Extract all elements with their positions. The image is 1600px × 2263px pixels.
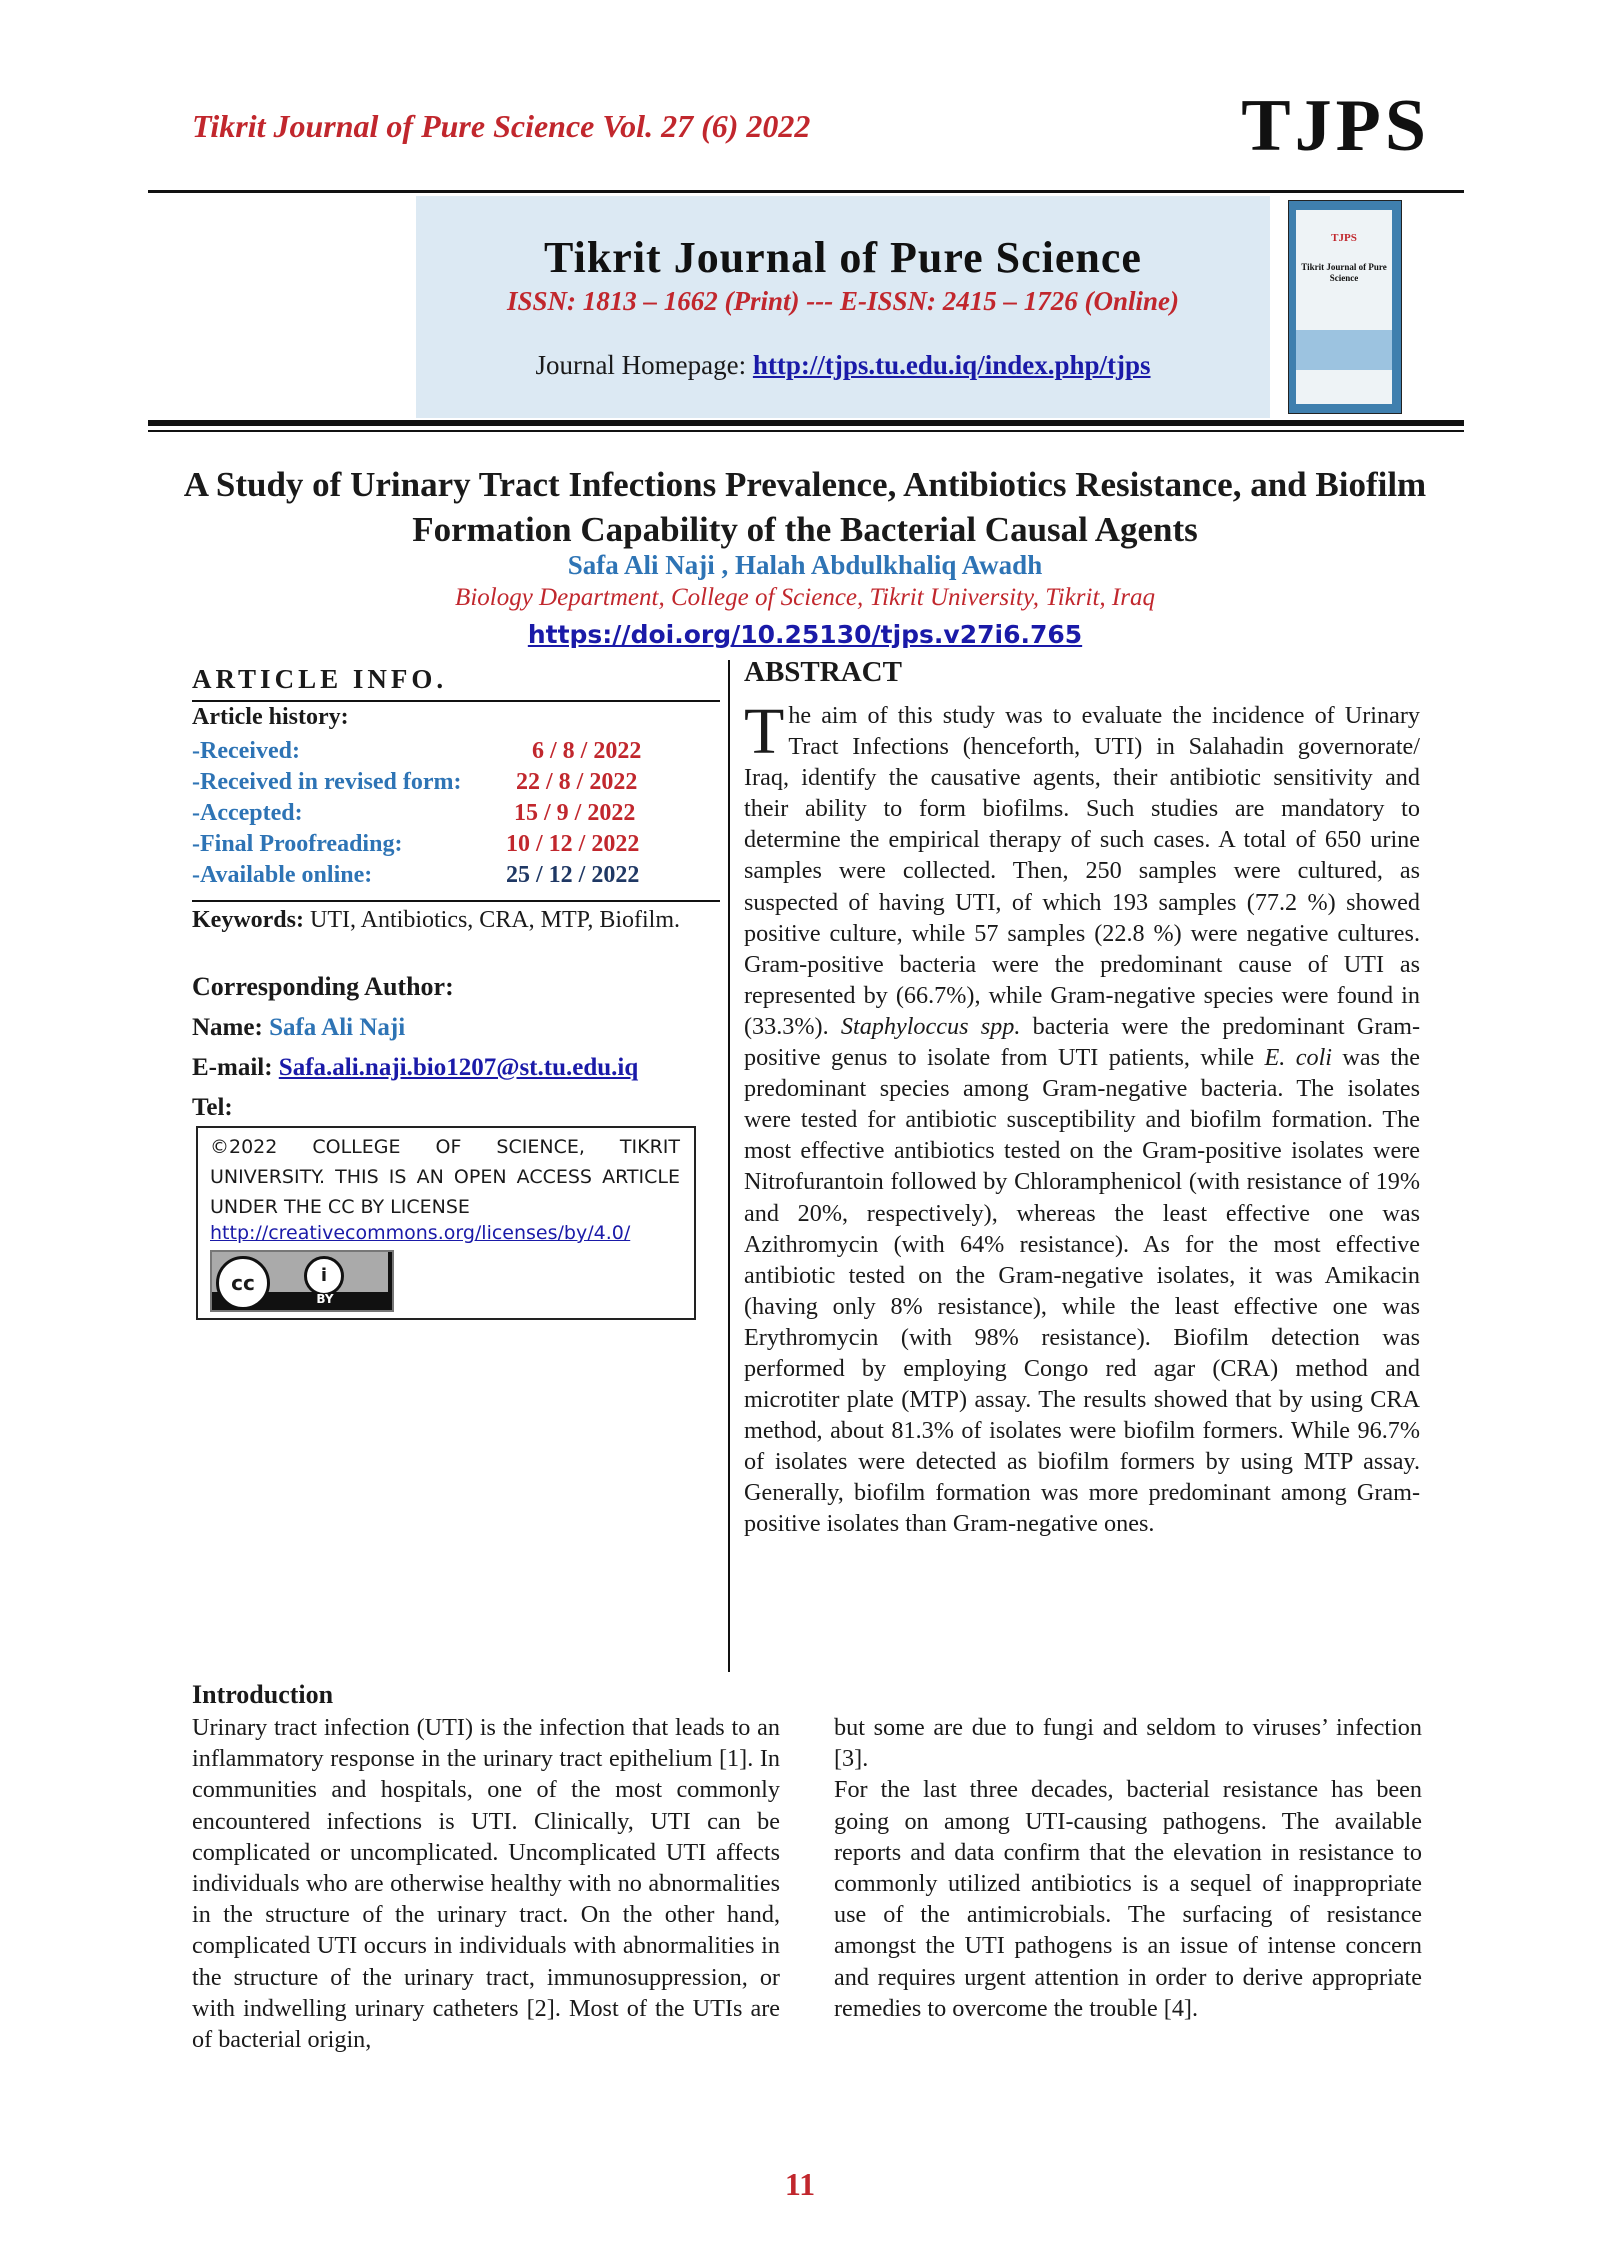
history-label-proofreading: -Final Proofreading:	[192, 831, 403, 857]
corresponding-author-heading: Corresponding Author:	[192, 972, 454, 1001]
abstract-italic-species: E. coli	[1264, 1044, 1333, 1072]
history-date-online: 25 / 12 / 2022	[506, 862, 640, 888]
history-label-online: -Available online:	[192, 862, 373, 888]
history-date-proofreading: 10 / 12 / 2022	[506, 831, 640, 857]
article-title: A Study of Urinary Tract Infections Prevalence, Antibiotics Resistance, and Biofilm Formation Capability of the Bacterial Causal Agents	[183, 465, 1427, 549]
article-affiliation: Biology Department, College of Science, Tikrit University, Tikrit, Iraq	[455, 584, 1155, 611]
abstract-body	[744, 695, 1421, 1540]
history-label-revised: -Received in revised form:	[192, 769, 462, 795]
by-label: BY	[316, 1292, 334, 1306]
banner-divider-thin	[148, 430, 1464, 432]
introduction-heading: Introduction	[192, 1680, 334, 1709]
introduction-paragraph-1-cont: but some are due to fungi and seldom to viruses’ infection [3].	[834, 1714, 1422, 1773]
page-number: 11	[784, 2166, 816, 2202]
license-link[interactable]: http://creativecommons.org/licenses/by/4.0/	[210, 1222, 631, 1244]
column-divider	[728, 660, 730, 1672]
banner-issn: ISSN: 1813 – 1662 (Print) --- E-ISSN: 2415 – 1726 (Online)	[506, 286, 1180, 316]
article-authors: Safa Ali Naji , Halah Abdulkhaliq Awadh	[567, 550, 1043, 580]
history-label-accepted: -Accepted:	[192, 800, 303, 826]
banner-homepage	[416, 350, 1270, 381]
license-text: ©2022 COLLEGE OF SCIENCE, TIKRIT UNIVERSITY. THIS IS AN OPEN ACCESS ARTICLE UNDER THE CC BY LICENSE	[210, 1136, 680, 1218]
introduction-left-column	[192, 1712, 780, 2055]
tel-label: Tel:	[192, 1094, 233, 1121]
banner-divider-thick	[148, 420, 1464, 426]
homepage-label: Journal Homepage:	[535, 350, 753, 380]
header-divider	[148, 190, 1464, 193]
abstract-text-1: he aim of this study was to evaluate the incidence of Urinary Tract Infections (henceforth, UTI) in Salahadin governorate/ Iraq, identify the causative agents, their antibiotic sensitivity and their ability to form biofilms. Such studies are mandatory to determine the empirical therapy of such cases. A total of 650 urine samples were collected. Then, 250 samples were cultured, as suspected of having UTI, of which 193 samples (77.2 %) showed positive culture, while 57 samples (22.8 %) were negative cultures. Gram-positive bacteria were the predominant cause of UTI as represented by (66.7%), while Gram-negative species were found in (33.3%).	[744, 702, 1420, 1040]
cc-icon: cc	[216, 1256, 270, 1310]
cover-title-abbrev: TJPS	[1331, 232, 1357, 244]
cover-band	[1296, 330, 1392, 370]
history-date-accepted: 15 / 9 / 2022	[514, 800, 636, 826]
article-info-heading: ARTICLE INFO.	[192, 664, 448, 694]
introduction-right-column	[834, 1712, 1422, 2024]
history-label-received: -Received:	[192, 738, 300, 764]
history-heading: Article history:	[192, 704, 349, 730]
author-email-row	[192, 1054, 638, 1082]
homepage-link[interactable]: http://tjps.tu.edu.iq/index.php/tjps	[752, 350, 1151, 380]
author-name: Safa Ali Naji	[269, 1014, 406, 1041]
keywords-list: UTI, Antibiotics, CRA, MTP, Biofilm.	[303, 907, 681, 933]
author-name-row	[192, 1014, 405, 1042]
keywords-label: Keywords:	[192, 907, 304, 933]
name-label: Name:	[192, 1014, 270, 1041]
history-divider	[192, 900, 720, 902]
abstract-italic-genus: Staphyloccus spp.	[840, 1012, 1021, 1040]
cover-title: Tikrit Journal of Pure Science	[1301, 262, 1387, 283]
attribution-icon: i	[304, 1256, 344, 1296]
email-label: E-mail:	[192, 1054, 279, 1081]
introduction-paragraph-1: Urinary tract infection (UTI) is the infection that leads to an inflammatory response in the urinary tract epithelium [1]. In communities and hospitals, one of the most commonly encountered infections is UTI. Clinically, UTI can be complicated or uncomplicated. Uncomplicated UTI affects individuals who are otherwise healthy with no abnormalities in the structure of the urinary tract. On the other hand, complicated UTI occurs in individuals with abnormalities in the structure of the urinary tract, immunosuppression, or with indwelling urinary catheters [2]. Most of the UTIs are of bacterial origin,	[192, 1714, 780, 2054]
history-date-received: 6 / 8 / 2022	[532, 738, 642, 764]
abstract-text-3: was the predominant species among Gram-negative bacteria. The isolates were tested for antibiotic susceptibility and biofilm formation. The most effective antibiotics tested on the Gram-positive isolates were Nitrofurantoin followed by Chloramphenicol (with resistance of 19% and 20%, respectively), whereas the least effective one was Azithromycin (with 64% resistance). As for the most effective antibiotic tested on the Gram-negative isolates, it was Amikacin (having only 8% resistance), while the least effective one was Erythromycin (with 98% resistance). Biofilm detection was performed by employing Congo red agar (CRA) method and microtiter plate (MTP) assay. The results showed that by using CRA method, about 81.3% of isolates were biofilm formers. While 96.7% of isolates were detected as biofilm formers by using MTP assay. Generally, biofilm formation was more predominant among Gram-positive isolates than Gram-negative ones.	[744, 1044, 1421, 1538]
journal-logo: TJPS	[1241, 85, 1430, 167]
article-doi-link[interactable]: https://doi.org/10.25130/tjps.v27i6.765	[527, 620, 1083, 649]
history-date-revised: 22 / 8 / 2022	[516, 769, 638, 795]
keywords	[192, 904, 714, 936]
abstract-dropcap: T	[744, 695, 785, 768]
author-email-link[interactable]: Safa.ali.naji.bio1207@st.tu.edu.iq	[278, 1054, 639, 1081]
banner-title: Tikrit Journal of Pure Science	[544, 233, 1142, 282]
introduction-paragraph-2: For the last three decades, bacterial resistance has been going on among UTI-causing pathogens. The available reports and data confirm that the elevation in resistance to commonly utilized antibiotics is a sequel of inappropriate use of the antimicrobials. The surfacing of resistance amongst the UTI pathogens is an issue of intense concern and requires urgent attention in order to derive appropriate remedies to overcome the trouble [4].	[834, 1776, 1422, 2022]
abstract-heading: ABSTRACT	[744, 656, 902, 688]
abstract-text-2: bacteria were the predominant Gram-positive genus to isolate from UTI patients, while	[744, 1012, 1420, 1072]
journal-running-title: Tikrit Journal of Pure Science Vol. 27 (6) 2022	[192, 108, 811, 144]
info-divider	[192, 700, 720, 702]
